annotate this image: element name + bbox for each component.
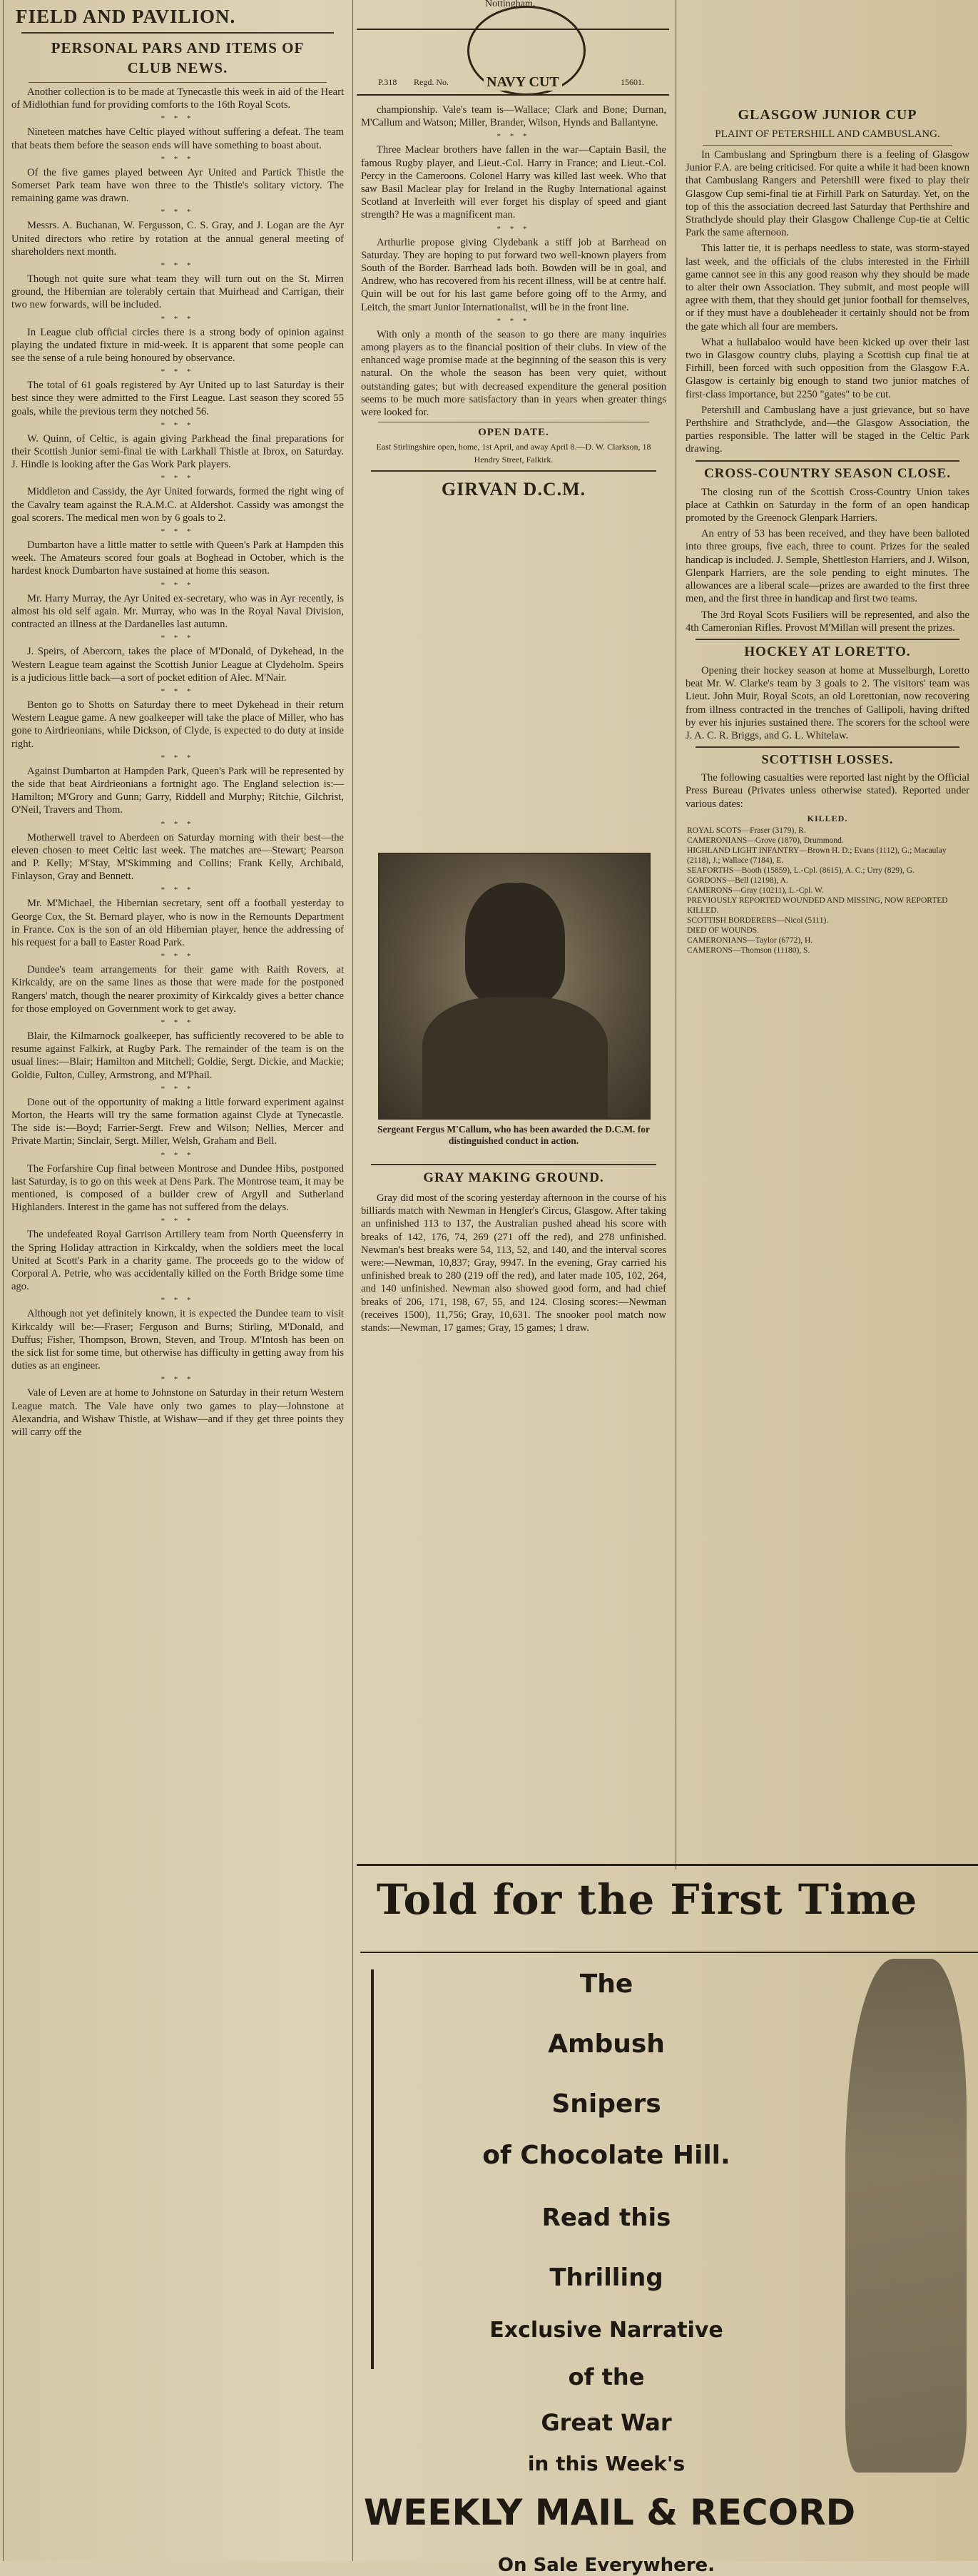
separator-stars: * * * bbox=[161, 886, 195, 895]
advert-line: WEEKLY MAIL & RECORD bbox=[364, 2492, 856, 2533]
paragraph: The undefeated Royal Garrison Artillery team from North Queensferry in the Spring Holiday attraction in Kirkcaldy, when the soldiers meet the local United at Scott's Park in a charity game. The proceeds go to the widow of Corporal A. Petrie, who was accidentally killed on the Forth Bridge some time ago. bbox=[11, 1229, 344, 1293]
casualty-line: GORDONS—Bell (12198), A. bbox=[687, 876, 788, 885]
paragraph: The total of 61 goals registered by Ayr United up to last Saturday is their best since they were admitted to the First League. Last season they scored 55 goals, while the previous term they notched 56. bbox=[11, 380, 344, 417]
glasgow-subtitle: PLAINT OF PETERSHILL AND CAMBUSLANG. bbox=[715, 128, 940, 140]
paragraph: The closing run of the Scottish Cross-Country Union takes place at Cathkin on Saturday in the form of an open handicap promoted by the Greenock Glenpark Harriers. bbox=[686, 486, 969, 524]
casualty-line: CAMERONS—Thomson (11180), S. bbox=[687, 945, 810, 955]
hockey-text: Opening their hockey season at home at Musselburgh, Loretto beat Mr. W. Clarke's team by 3 goals to 2. The visitors' team was Lieut. John Muir, Royal Scots, an old Lorettonian, now recovering from illness contracted in the trenches of Gallipoli, having drifted by ever his injuries sustained there. The scorers for the school were J. A. C. R. Briggs, and G. L. Whitelaw. bbox=[686, 664, 969, 741]
paragraph: Petershill and Cambuslang have a just grievance, but so have Perthshire and Strathclyde, and—the Glasgow Association, the parties responsible. The latter will be staged in the Celtic Park drawing. bbox=[686, 404, 969, 455]
divider bbox=[371, 470, 656, 472]
glasgow-title: GLASGOW JUNIOR CUP bbox=[738, 107, 917, 123]
casualty-line: SEAFORTHS—Booth (15859), L.-Cpl. (8615), A. C.; Urry (829), G. bbox=[687, 866, 915, 875]
separator-stars: * * * bbox=[161, 208, 195, 217]
column-field-and-pavilion bbox=[7, 0, 348, 2561]
advert-line: Thrilling bbox=[549, 2263, 663, 2292]
divider bbox=[29, 82, 327, 83]
separator-stars: * * * bbox=[161, 753, 195, 762]
divider bbox=[21, 32, 334, 34]
separator-stars: * * * bbox=[161, 367, 195, 377]
separator-stars: * * * bbox=[161, 261, 195, 270]
paragraph: W. Quinn, of Celtic, is again giving Parkhead the final preparations for their Scottish Junior semi-final tie with Larkhall Thistle at Ibrox, on Saturday. J. Hindle is looking after the Gas Work Park players. bbox=[11, 432, 344, 471]
losses-title: SCOTTISH LOSSES. bbox=[761, 752, 894, 767]
casualty-line: PREVIOUSLY REPORTED WOUNDED AND MISSING, NOW REPORTED KILLED. bbox=[687, 896, 948, 915]
separator-stars: * * * bbox=[161, 580, 195, 589]
separator-stars: * * * bbox=[161, 1150, 195, 1160]
article-body bbox=[7, 86, 348, 1439]
column-middle bbox=[357, 0, 671, 1866]
masthead-number: 15601. bbox=[621, 77, 644, 87]
divider bbox=[696, 460, 959, 462]
soldier-photo bbox=[378, 853, 651, 1120]
paragraph: Although not yet definitely known, it is expected the Dundee team to visit Kirkcaldy will be:—Fraser; Ferguson and Burns; Stirling, M'Donald, and Duffus; Fisher, Thompson, Brown, Steven, and Troup. M'Intosh has been on the sick list for some time, but otherwise has difficulty in getting away from his duties as an engineer. bbox=[11, 1308, 344, 1372]
paragraph: This latter tie, it is perhaps needless to state, was storm-stayed last week, and the officials of the clubs interested in the Firhill game cannot see in this any good reason why they should be made to alter their own Association. They submit, and most people will agree with them, that they should get junior football for themselves, or if they must have a doubleheader it certainly should not be from the gate which all four are members. bbox=[686, 243, 969, 333]
paragraph: Middleton and Cassidy, the Ayr United forwards, formed the right wing of the Cavalry team against the R.A.M.C. at Aldershot. Cassidy was amongst the goal scorers. The medical men won by 6 goals to 2. bbox=[11, 486, 344, 524]
paragraph: Dumbarton have a little matter to settle with Queen's Park at Hampden this week. The Amateurs scored four goals at Boghead in October, which is the hardest knock Dumbarton have sustained at home this season. bbox=[11, 539, 344, 577]
paragraph: Benton go to Shotts on Saturday there to meet Dykehead in their return Western League game. A new goalkeeper will take the place of Miller, who has gone to Airdrieonians, while Dickson, of Clyde, is expected to do duty at inside right. bbox=[11, 699, 344, 750]
advert-line: Great War bbox=[541, 2409, 672, 2436]
advert-line: The bbox=[579, 1969, 633, 1999]
paragraph: With only a month of the season to go there are many inquiries among players as to the financial position of their clubs. In view of the enhanced wage promise made at the beginning of the season this is very natural. On the whole the season has been very quiet, without outstanding gates; but with decreased expenditure the general position seems to be much more satisfactory than in years when greater things were looked for. bbox=[361, 328, 666, 419]
paragraph: Against Dumbarton at Hampden Park, Queen's Park will be represented by the side that beat Airdrieonians a fortnight ago. The England selection is:—Hamilton; M'Grory and Gunn; Garry, Riddell and Murphy; Ritchie, Gilchrist, O'Neil, Travers and Thom. bbox=[11, 765, 344, 816]
advert-line: On Sale Everywhere. bbox=[497, 2555, 715, 2576]
advert-line: Exclusive Narrative bbox=[489, 2318, 723, 2343]
separator-stars: * * * bbox=[161, 1217, 195, 1226]
separator-stars: * * * bbox=[161, 114, 195, 123]
section-title: FIELD AND PAVILION. bbox=[16, 6, 236, 27]
separator-stars: * * * bbox=[161, 686, 195, 696]
soldier-shoulders bbox=[422, 997, 608, 1118]
separator-stars: * * * bbox=[496, 316, 531, 325]
open-date-text: East Stirlingshire open, home, 1st April, and away April 8.—D. W. Clarkson, 18 Hendry Street, Falkirk. bbox=[376, 442, 651, 465]
divider bbox=[696, 639, 959, 640]
losses-list bbox=[681, 826, 974, 955]
casualty-line: SCOTTISH BORDERERS—Nicol (5111). bbox=[687, 916, 829, 925]
navy-cut-brand: NAVY CUT bbox=[484, 74, 562, 91]
girvan-title: GIRVAN D.C.M. bbox=[441, 479, 586, 500]
paragraph: Mr. M'Michael, the Hibernian secretary, sent off a football yesterday to George Cox, the St. Bernard player, who is now in the Remounts Department in France. Cox is the son of an old Hibernian player, hence the addressing of his request for a ball to Easter Road Park. bbox=[11, 898, 344, 948]
paragraph: Nineteen matches have Celtic played without suffering a defeat. The team that beats them before the season ends will have something to boast about. bbox=[11, 126, 344, 151]
masthead-town: Nottingham. bbox=[485, 0, 536, 9]
column-rule-1 bbox=[352, 0, 353, 2561]
advert-line: Snipers bbox=[551, 2089, 661, 2119]
advert-line: in this Week's bbox=[527, 2452, 686, 2475]
paragraph: Three Maclear brothers have fallen in the war—Captain Basil, the famous Rugby player, and Lieut.-Col. Harry in France; and Lieut.-Col. Percy in the Cameroons. Colonel Harry was killed last week. Who that saw Basil Maclear play for Ireland in the Rugby International against Scotland at Inverleith will ever forget his display of speed and giant strength? He was a magnificent man. bbox=[361, 144, 666, 221]
paragraph: championship. Vale's team is—Wallace; Clark and Bone; Durnan, M'Callum and Watson; Miller, Brander, Wilson, Hynds and Ballantyne. bbox=[361, 104, 666, 129]
separator-stars: * * * bbox=[161, 1018, 195, 1027]
soldier-illustration bbox=[845, 1959, 967, 2473]
advert-line: of the bbox=[568, 2363, 645, 2390]
paragraph: Of the five games played between Ayr United and Partick Thistle the Somerset Park team have won three to the Thistle's solitary victory. The remaining game was drawn. bbox=[11, 166, 344, 205]
separator-stars: * * * bbox=[496, 224, 531, 233]
paragraph: In League club official circles there is a strong body of opinion against playing the undated fixture in mid-week. It is apparent that some people can see the sense of a rule being honoured by observance. bbox=[11, 326, 344, 365]
losses-intro: The following casualties were reported last night by the Official Press Bureau (Privates unless otherwise stated). Reported under various dates: bbox=[686, 772, 969, 810]
separator-stars: * * * bbox=[496, 132, 531, 141]
separator-stars: * * * bbox=[161, 420, 195, 430]
paragraph: Another collection is to be made at Tynecastle this week in aid of the Heart of Midlothian fund for providing comforts to the 16th Royal Scots. bbox=[11, 86, 344, 111]
advert-banner: Told for the First Time bbox=[377, 1875, 918, 1924]
divider bbox=[696, 746, 959, 748]
advert-line: Ambush bbox=[548, 2029, 665, 2059]
advert-line: of Chocolate Hill. bbox=[482, 2141, 730, 2170]
paragraph: Motherwell travel to Aberdeen on Saturday morning with their best—the eleven chosen to meet Celtic last week. The matches are—Stewart; Pearson and P. Kelly; M'Stay, M'Skimming and Collins; Frank Kelly, Archibald, Finlayson, Gray and Bennett. bbox=[11, 831, 344, 883]
paragraph: Mr. Harry Murray, the Ayr United ex-secretary, who was in Ayr recently, is almost his old self again. Mr. Murray, who was in the Royal Naval Division, contracted an illness at the Dardanelles last autumn. bbox=[11, 592, 344, 631]
separator-stars: * * * bbox=[161, 1084, 195, 1093]
paragraph: In Cambuslang and Springburn there is a feeling of Glasgow Junior F.A. are being criticised. For quite a while it had been known that Cambuslang Rangers and Petershill were fixed to play their Glasgow Cup semi-final tie at Firhill Park on Saturday. Yet, on the top of this the association decreed last Saturday that Perthshire and Strathclyde should play their Glasgow Challenge Cup-tie at Celtic Park the same afternoon. bbox=[686, 149, 969, 239]
divider bbox=[703, 145, 952, 146]
paragraph: Vale of Leven are at home to Johnstone on Saturday in their return Western League match. The Vale have only two games to play—Johnstone at Alexandria, and Wishaw Thistle, at Wishaw—and if they get three points they will carry off the bbox=[11, 1387, 344, 1439]
paragraph: An entry of 53 has been received, and they have been balloted into three groups, five each, three to count. Prizes for the sealed handicap is included. J. Semple, Shettleston Harriers, and J. Wilson, Glenpark Harriers, are the sole pending to eight minutes. The allowances are a liberal scale—prizes are awarded to the first three men, and the first three in handicap and first two teams. bbox=[686, 528, 969, 605]
separator-stars: * * * bbox=[161, 952, 195, 961]
separator-stars: * * * bbox=[161, 634, 195, 643]
casualty-line: HIGHLAND LIGHT INFANTRY—Brown H. D.; Evans (1112), G.; Macaulay (2118), J.; Wallace (7184), E. bbox=[687, 846, 947, 865]
paragraph: Dundee's team arrangements for their game with Raith Rovers, at Kirkcaldy, are on the same lines as those that were made for the postponed Rangers' match, though the nearer proximity of Kirkcaldy gives a better chance for those employed on Government work to get away. bbox=[11, 964, 344, 1015]
separator-stars: * * * bbox=[161, 474, 195, 483]
paragraph: Though not quite sure what team they will turn out on the St. Mirren ground, the Hibernian are tolerably certain that Muirhead and Carrigan, their two new forwards, will be included. bbox=[11, 273, 344, 311]
losses-killed: KILLED. bbox=[807, 813, 848, 823]
left-edge-rule bbox=[3, 0, 4, 2561]
casualty-line: CAMERONS—Gray (10211), L.-Cpl. W. bbox=[687, 886, 824, 895]
glasgow-body bbox=[681, 148, 974, 456]
separator-stars: * * * bbox=[161, 819, 195, 828]
casualty-line: ROYAL SCOTS—Fraser (3179), R. bbox=[687, 826, 806, 835]
advert-top-rule bbox=[357, 1864, 978, 1866]
casualty-line: CAMERONIANS—Grove (1870), Drummond. bbox=[687, 836, 844, 845]
cross-country-body bbox=[681, 486, 974, 634]
masthead-regd: Regd. No. bbox=[414, 77, 449, 87]
paragraph: The 3rd Royal Scots Fusiliers will be represented, and also the 4th Cameronian Rifles. Provost M'Millan will present the prizes. bbox=[686, 609, 969, 634]
soldier-figure bbox=[465, 883, 565, 1004]
hockey-title: HOCKEY AT LORETTO. bbox=[744, 644, 911, 659]
col2-body bbox=[357, 103, 671, 507]
column-right bbox=[681, 0, 974, 1866]
masthead-p318: P.318 bbox=[378, 77, 397, 87]
gray-text: Gray did most of the scoring yesterday afternoon in the course of his billiards match with Newman in Hengler's Circus, Glasgow. After taking an unfinished 113 to 137, the Australian pushed ahead his score with breaks of 142, 176, 74, 269 (271 off the red), and 278 unfinished. Newman's best breaks were 54, 113, 52, and 140, and the interval scores were:—Newman, 10,837; Gray, 9947. In the evening, Gray carried his unfinished break to 280 (219 off the red), and later made 105, 102, 264, and 140 unfinished. Newman also showed good form, and had chief breaks of 206, 171, 198, 67, 55, and 124. Closing scores:—Newman (receives 1500), 11,756; Gray, 10,631. The snooker pool match now stands:—Newman, 17 games; Gray, 15 games; 1 draw. bbox=[361, 1192, 666, 1334]
advert-line: Read this bbox=[541, 2204, 671, 2232]
separator-stars: * * * bbox=[161, 1296, 195, 1305]
gray-title: GRAY MAKING GROUND. bbox=[423, 1170, 604, 1185]
casualty-line: CAMERONIANS—Taylor (6772), H. bbox=[687, 935, 813, 945]
paragraph: J. Speirs, of Abercorn, takes the place of M'Donald, of Dykehead, in the Western League team against the Scottish Junior League at Clydeholm. Speirs is a judicious little back—a sort of pocket edition of Alec. M'Nair. bbox=[11, 646, 344, 684]
casualty-line: DIED OF WOUNDS. bbox=[687, 926, 760, 935]
photo-caption: Sergeant Fergus M'Callum, who has been awarded the D.C.M. for distinguished conduct in action. bbox=[377, 1124, 651, 1146]
paragraph: Blair, the Kilmarnock goalkeeper, has sufficiently recovered to be able to resume against Falkirk, at Rugby Park. The remainder of the team is on the usual lines:—Blair; Hamilton and Mitchell; Goldie, Sergt. Dickie, and Mackie; Goldie, Fulton, Culley, Armstrong, and M'Phail. bbox=[11, 1030, 344, 1081]
gray-article bbox=[357, 1170, 671, 1337]
divider bbox=[371, 1164, 656, 1165]
separator-stars: * * * bbox=[161, 527, 195, 537]
paragraph: Arthurlie propose giving Clydebank a stiff job at Barrhead on Saturday. They are hoping to put forward two well-known players from South of the Border. Barrhead lads both. Bowden will be in goal, and Andrew, who has recovered from his recent illness, will be at centre half. Quin will be out for his last game before going off to the Army, and Leitch, the smart Junior Internationalist, will be in the front line. bbox=[361, 236, 666, 313]
open-date-title: OPEN DATE. bbox=[478, 427, 549, 439]
separator-stars: * * * bbox=[161, 1375, 195, 1384]
separator-stars: * * * bbox=[161, 314, 195, 323]
paragraph: Done out of the opportunity of making a little forward experiment against Morton, the Hearts will try the same formation against Clyde at Tynecastle. The side is:—Boyd; Farrier-Sergt. Frew and Wilson; Nellies, Mercer and Private Martin; Sinclair, Sergt. Miller, Welsh, Graham and Bell. bbox=[11, 1096, 344, 1147]
article-heading: PERSONAL PARS AND ITEMS OF CLUB NEWS. bbox=[51, 39, 305, 76]
separator-stars: * * * bbox=[161, 154, 195, 163]
paragraph: What a hullabaloo would have been kicked up over their last two in Glasgow country clubs, playing a Scottish cup final tie at Firhill, been forced with such opposition from the Glasgow F.A. Glasgow is certainly big enough to stand two junior matches of first-class importance, but 2250 "gates" to be cut. bbox=[686, 336, 969, 400]
cross-country-title: CROSS-COUNTRY SEASON CLOSE. bbox=[703, 465, 952, 481]
article-body-middle bbox=[357, 103, 671, 419]
paragraph: Messrs. A. Buchanan, W. Fergusson, C. S. Gray, and J. Logan are the Ayr United directors who retire by rotation at the annual general meeting of shareholders next month. bbox=[11, 220, 344, 258]
paragraph: The Forfarshire Cup final between Montrose and Dundee Hibs, postponed last Saturday, is to go on this week at Dens Park. The Montrose team, it may be mentioned, is composed of a builder crew of Argyll and Sutherland Highlanders. Interest in the game has not suffered from the delays. bbox=[11, 1162, 344, 1214]
